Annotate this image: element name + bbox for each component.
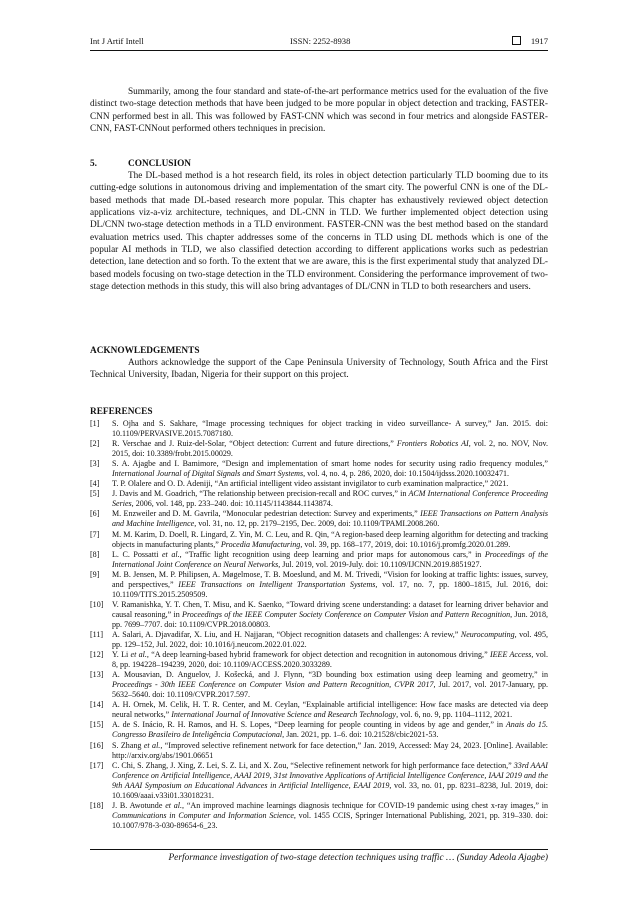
reference-text: Y. Li et al., “A deep learning-based hybrid framework for object detection and recognition in autonomous driving,” IEEE Access, vol. 8, pp. 194228–194239, 2020, doi: 10.1109/ACCESS.2020.3033289.	[112, 650, 548, 670]
reference-item	[90, 720, 548, 740]
reference-item	[90, 630, 548, 650]
reference-number: [9]	[90, 569, 100, 579]
reference-number: [8]	[90, 549, 100, 559]
reference-text: V. Ramanishka, Y. T. Chen, T. Misu, and K. Saenko, “Toward driving scene understanding: a dataset for learning driver behavior and causal reasoning,” in Proceedings of the IEEE Computer Society Conference on Computer Vision and Pattern Recognition, Jun. 2018, pp. 7699–7707. doi: 10.1109/CVPR.2018.00803.	[112, 599, 548, 629]
reference-item	[90, 439, 548, 459]
conclusion-paragraph: The DL-based method is a hot research field, its roles in object detection particularly TLD booming due to its cutting-edge solutions in autonomous driving and implementation of the smart city. The powerful CNN is one of the DL-based methods that made DL-based research more popular. This chapter has exhaustively reviewed object detection applications viz-a-viz architecture, techniques, and DL-CNN in TLD. We further implemented object detection using DL/CNN two-stage detection methods in a TLD environment. FASTER-CNN was the best method based on the standard evaluation metrics used. This chapter addresses some of the concerns in TLD using DL methods which is one of the popular AI methods in TLD, we also classified detection according to different applications works such as pedestrian detection, lane detection and so forth. To the extent that we are aware, this is the first experimental study that analyzed DL-based models focusing on two-stage detection in the TLD environment. Considering the performance improvement of two-stage detection methods in this study, this will also bring advantages of DL/CNN in TLD to both researchers and users.	[90, 171, 548, 293]
reference-item	[90, 700, 548, 720]
summary-paragraph: Summarily, among the four standard and state-of-the-art performance metrics used for the evaluation of the five distinct two-stage detection methods that have been judged to be more popular in object detection and tracking, FASTER-CNN performed best in all. This was followed by FAST-CNN which was second in four metrics and alongside FASTER-CNN, FAST-CNNout performed others techniques in precision.	[90, 87, 548, 135]
footer-rule	[90, 849, 548, 850]
reference-number: [5]	[90, 489, 100, 499]
reference-text: A. Mousavian, D. Anguelov, J. Košecká, and J. Flynn, “3D bounding box estimation using deep learning and geometry,” in Proceedings - 30th IEEE Conference on Computer Vision and Pattern Recognition, CVPR 2017, Jul. 2017, vol. 2017-January, pp. 5632–5640. doi: 10.1109/CVPR.2017.597.	[112, 670, 549, 700]
reference-item	[90, 570, 548, 600]
conclusion-heading	[90, 158, 191, 170]
reference-item	[90, 650, 548, 670]
reference-item	[90, 419, 548, 439]
reference-item	[90, 550, 548, 570]
reference-list	[90, 419, 548, 831]
reference-text: S. A. Ajagbe and I. Bamimore, “Design and implementation of smart home nodes for security using radio frequency modules,” International Journal of Digital Signals and Smart Systems, vol. 4, no. 4, p. 286, 2020, doi: 10.1504/ijdsss.2020.10032471.	[112, 459, 548, 479]
reference-text: A. Salari, A. Djavadifar, X. Liu, and H. Najjaran, “Object recognition datasets and challenges: A review,” Neurocomputing, vol. 495, pp. 129–152, Jul. 2022, doi: 10.1016/j.neucom.2022.01.022.	[112, 629, 548, 650]
reference-number: [14]	[90, 700, 104, 710]
reference-text: M. B. Jensen, M. P. Philipsen, A. Møgelmose, T. B. Moeslund, and M. M. Trivedi, “Vision for looking at traffic lights: issues, survey, and perspectives,” IEEE Transactions on Intelligent Transportation Systems, vol. 17, no. 7, pp. 1800–1815, Jul. 2016, doi: 10.1109/TITS.2015.2509509.	[112, 569, 548, 599]
reference-item	[90, 509, 548, 529]
reference-number: [3]	[90, 459, 100, 469]
reference-text: J. B. Awotunde et al., “An improved machine learnings diagnosis technique for COVID-19 pandemic using chest x-ray images,” in Communications in Computer and Information Science, vol. 1455 CCIS, Springer International Publishing, 2021, pp. 319–330. doi: 10.1007/978-3-030-89654-6_23.	[112, 800, 549, 830]
reference-text: M. M. Karim, D. Doell, R. Lingard, Z. Yin, M. C. Leu, and R. Qin, “A region-based deep learning algorithm for detecting and tracking objects in manufacturing plants,” Procedia Manufacturing, vol. 39, pp. 168–177, 2019, doi: 10.1016/j.promfg.2020.01.289.	[112, 529, 548, 549]
reference-item	[90, 741, 548, 761]
section-number: 5.	[90, 159, 97, 169]
page-header	[90, 34, 548, 48]
reference-number: [4]	[90, 479, 100, 489]
reference-text: A. H. Ornek, M. Celik, H. T. R. Center, and M. Ceylan, “Explainable artificial intelligence: How face masks are detected via deep neural networks,” International Journal of Innovative Science and Research Technology, vol. 6, no. 9, pp. 1104–1112, 2021.	[112, 700, 548, 720]
reference-text: R. Verschae and J. Ruiz-del-Solar, “Object detection: Current and future directions,” Frontiers Robotics AI, vol. 2, no. NOV, Nov. 2015, doi: 10.3389/frobt.2015.00029.	[112, 439, 548, 459]
reference-number: [12]	[90, 650, 104, 660]
reference-item	[90, 801, 548, 831]
page-number-block	[512, 34, 548, 48]
reference-number: [18]	[90, 800, 104, 810]
reference-number: [10]	[90, 599, 104, 609]
reference-number: [13]	[90, 670, 104, 680]
reference-text: T. P. Olalere and O. D. Adeniji, “An artificial intelligent video assistant invigilator to curb examination malpractice,” 2021.	[112, 479, 509, 489]
reference-item	[90, 600, 548, 630]
checkbox-square-icon	[512, 36, 521, 45]
reference-text: L. C. Possatti et al., “Traffic light recognition using deep learning and prior maps for autonomous cars,” in Proceedings of the International Joint Conference on Neural Networks, Jul. 2019, vol. 2019-July. doi: 10.1109/IJCNN.2019.8851927.	[112, 549, 548, 569]
header-rule	[90, 50, 548, 51]
reference-number: [7]	[90, 529, 100, 539]
reference-text: S. Ojha and S. Sakhare, “Image processing techniques for object tracking in video surveillance- A survey,” Jan. 2015. doi: 10.1109/PERVASIVE.2015.7087180.	[112, 419, 548, 439]
reference-number: [17]	[90, 760, 104, 770]
issn: ISSN: 2252-8938	[290, 36, 351, 46]
reference-number: [11]	[90, 629, 104, 639]
page-number: 1917	[530, 36, 548, 46]
reference-item	[90, 489, 548, 509]
reference-number: [16]	[90, 740, 104, 750]
reference-number: [1]	[90, 419, 100, 428]
acknowledgements-heading: ACKNOWLEDGEMENTS	[90, 346, 200, 356]
reference-item	[90, 479, 548, 489]
reference-text: J. Davis and M. Goadrich, “The relationship between precision-recall and ROC curves,” in ACM International Conference Proceeding Series, 2006, vol. 148, pp. 233–240. doi: 10.1145/1143844.1143874.	[112, 489, 548, 509]
acknowledgements-paragraph: Authors acknowledge the support of the Cape Peninsula University of Technology, South Africa and the First Technical University, Ibadan, Nigeria for their support on this project.	[90, 358, 548, 381]
reference-item	[90, 459, 548, 479]
reference-item	[90, 530, 548, 550]
section-title: CONCLUSION	[128, 159, 192, 169]
reference-text: M. Enzweiler and D. M. Gavrila, “Monocular pedestrian detection: Survey and experiments,” IEEE Transactions on Pattern Analysis and Machine Intelligence, vol. 31, no. 12, pp. 2179–2195, Dec. 2009, doi: 10.1109/TPAMI.2008.260.	[112, 509, 548, 529]
reference-item	[90, 670, 548, 700]
reference-number: [15]	[90, 720, 104, 730]
reference-number: [6]	[90, 509, 100, 519]
reference-number: [2]	[90, 439, 100, 449]
reference-text: C. Chi, S. Zhang, J. Xing, Z. Lei, S. Z. Li, and X. Zou, “Selective refinement network for high performance face detection,” 33rd AAAI Conference on Artificial Intelligence, AAAI 2019, 31st Innovative Applications of Artificial Intelligence Conference, IAAI 2019 and the 9th AAAI Symposium on Educational Advances in Artificial Intelligence, EAAI 2019, vol. 33, no. 01, pp. 8231–8238, Jul. 2019, doi: 10.1609/aaai.v33i01.33018231.	[112, 760, 548, 800]
reference-text: A. de S. Inácio, R. H. Ramos, and H. S. Lopes, “Deep learning for people counting in videos by age and gender,” in Anais do 15. Congresso Brasileiro de Inteligência Computacional, Jan. 2021, pp. 1–6. doi: 10.21528/cbic2021-53.	[112, 720, 548, 740]
reference-item	[90, 761, 548, 801]
reference-text: S. Zhang et al., “Improved selective refinement network for face detection,” Jan. 2019, Accessed: May 24, 2023. [Online]. Available: http://arxiv.org/abs/1901.06651	[112, 740, 549, 760]
journal-name: Int J Artif Intell	[90, 36, 144, 46]
page-footer: Performance investigation of two-stage detection techniques using traffic … (Sunday Adeola Ajagbe)	[168, 853, 548, 863]
references-heading: REFERENCES	[90, 407, 153, 417]
